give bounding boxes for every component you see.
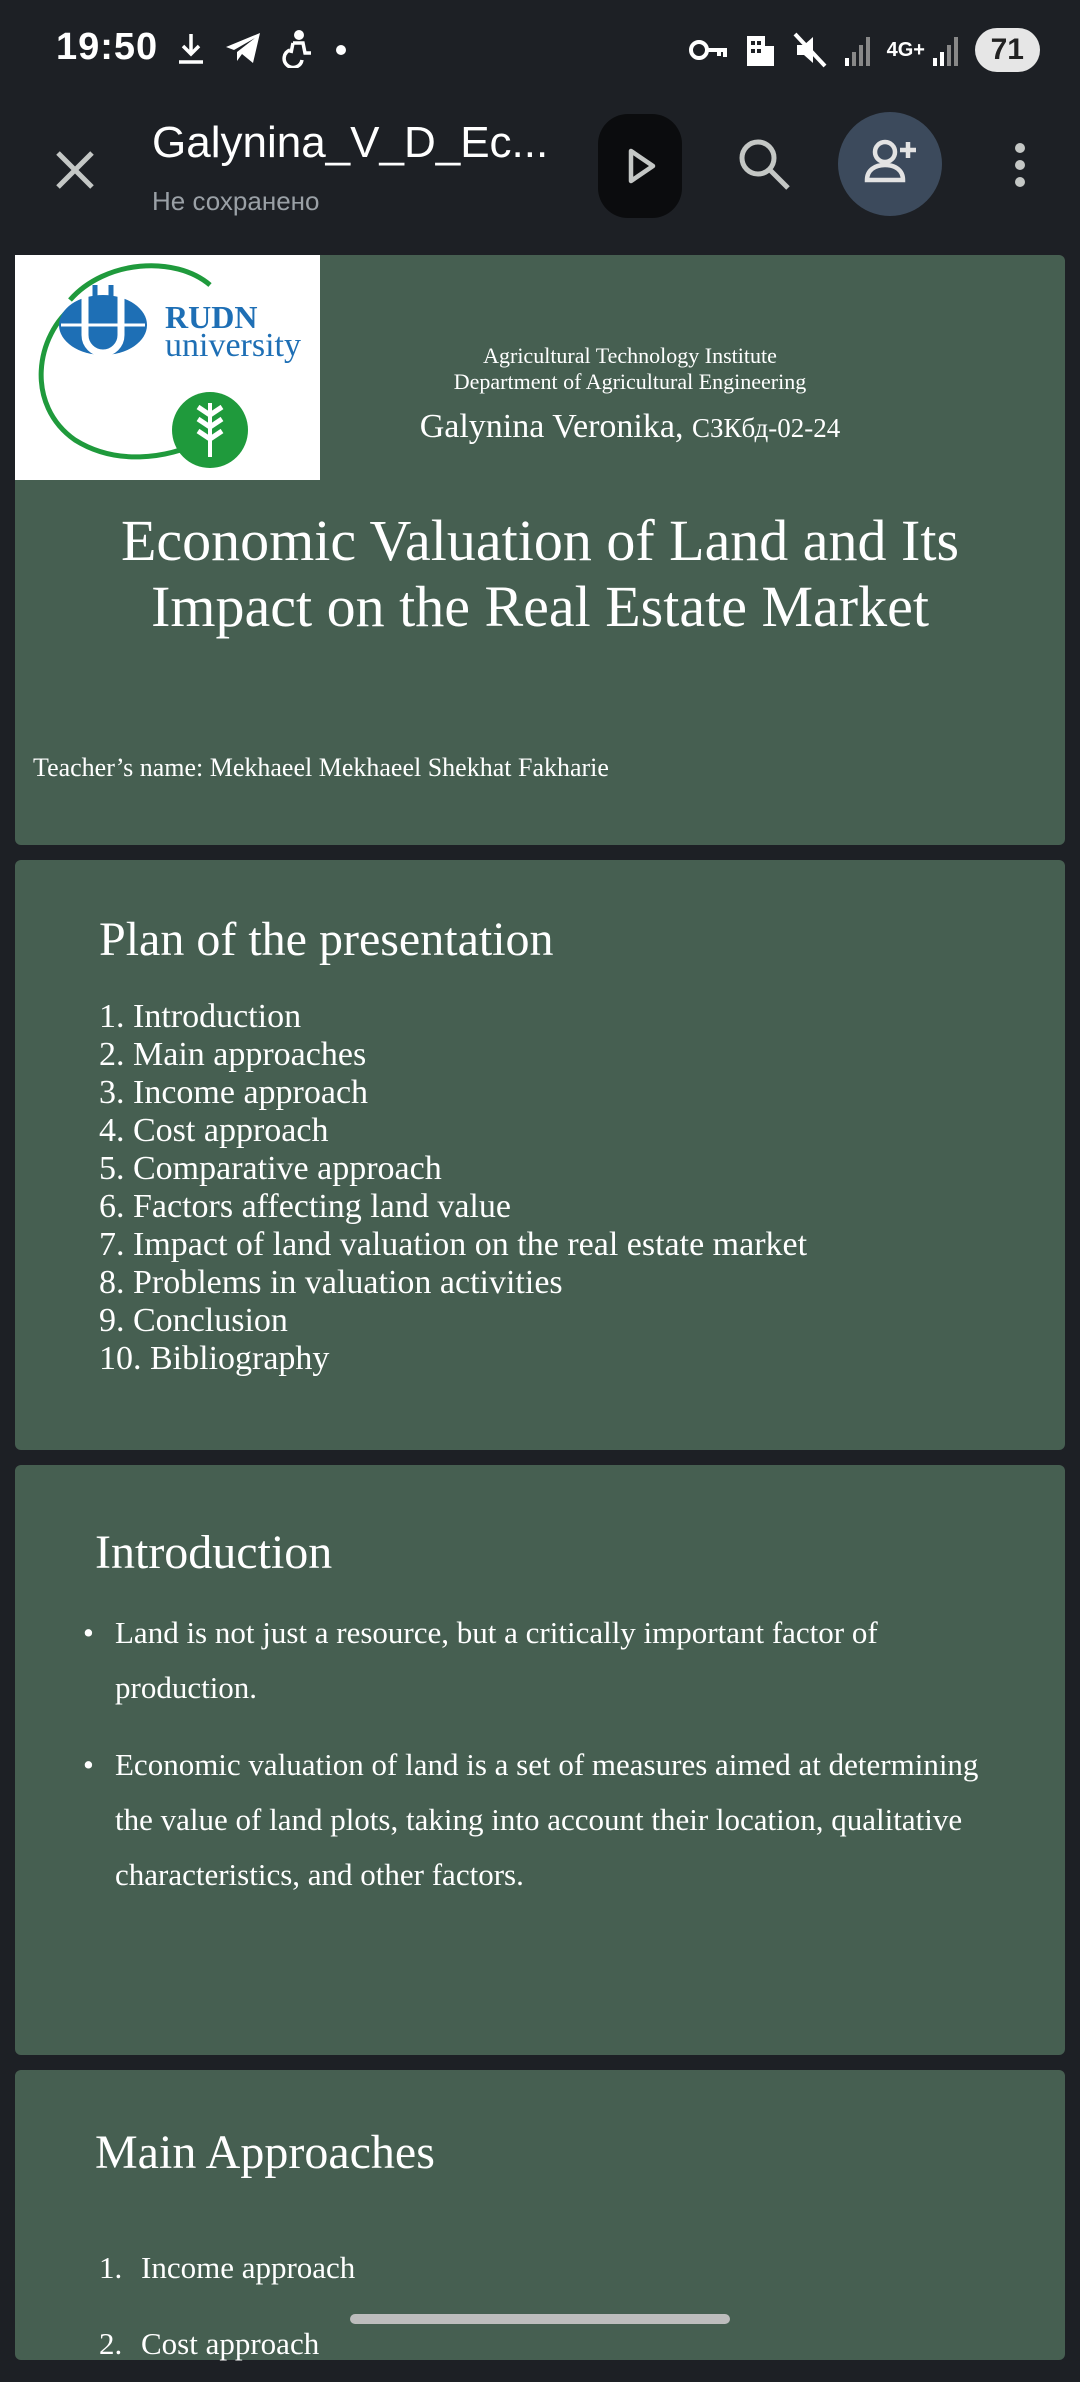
approach-number: 2. (99, 2326, 123, 2361)
play-icon (598, 114, 682, 218)
author-line (315, 408, 945, 446)
rudn-emblem-icon (15, 255, 320, 480)
bullet-text: Land is not just a resource, but a critically important factor of production. (115, 1615, 878, 1705)
accessibility-icon (279, 28, 315, 68)
system-icons (687, 28, 1040, 72)
plan-heading: Plan of the presentation (99, 913, 554, 966)
present-button[interactable] (598, 114, 682, 218)
plan-item: 2. Main approaches (99, 1036, 367, 1073)
teacher-name: Teacher’s name: Mekhaeel Mekhaeel Shekhat Fakharie (33, 753, 609, 782)
intro-bullet (15, 1737, 1015, 1902)
institute-block (315, 343, 945, 395)
department-name: Department of Agricultural Engineering (453, 369, 807, 394)
plan-item: 10. Bibliography (99, 1340, 330, 1377)
save-status: Не сохранено (152, 186, 320, 216)
plan-item: 1. Introduction (99, 998, 302, 1035)
search-icon[interactable] (730, 130, 800, 200)
document-title[interactable]: Galynina_V_D_Ec... (152, 118, 549, 167)
mute-icon (791, 30, 829, 70)
plan-item: 3. Income approach (99, 1074, 369, 1111)
plan-list (99, 998, 859, 1378)
add-person-icon (838, 112, 942, 216)
rudn-logo (15, 255, 320, 480)
plan-item: 6. Factors affecting land value (99, 1188, 511, 1225)
approach-number: 1. (99, 2250, 123, 2285)
approach-label: Cost approach (141, 2326, 320, 2361)
approaches-heading: Main Approaches (95, 2126, 435, 2179)
vpn-key-icon (687, 30, 729, 70)
battery-indicator: 71 (975, 28, 1040, 72)
bullet-icon: • (83, 1615, 94, 1650)
share-button[interactable] (838, 112, 942, 216)
bullet-text: Economic valuation of land is a set of measures aimed at determining the value of land plots, taking into account their location, qualitative characteristics, and other factors. (115, 1747, 979, 1892)
institute-name: Agricultural Technology Institute (483, 343, 777, 368)
signal-icon-2 (931, 30, 961, 70)
intro-heading: Introduction (95, 1526, 333, 1579)
network-type: 4G+ (886, 39, 925, 61)
download-icon (175, 28, 207, 68)
home-indicator[interactable] (350, 2314, 730, 2324)
plan-item: 9. Conclusion (99, 1302, 288, 1339)
slide-plan[interactable] (15, 860, 1065, 1450)
more-vert-icon[interactable] (1000, 130, 1040, 200)
plan-item: 8. Problems in valuation activities (99, 1264, 563, 1301)
logo-text-rudn: RUDN (165, 299, 258, 335)
status-bar (0, 0, 1080, 100)
approach-item (99, 2230, 355, 2306)
app-bar (0, 100, 1080, 250)
slide-introduction[interactable] (15, 1465, 1065, 2055)
signal-icon (843, 30, 873, 70)
plan-item: 4. Cost approach (99, 1112, 329, 1149)
title-line-2: Impact on the Real Estate Market (151, 574, 929, 639)
presentation-title (15, 508, 1065, 640)
plan-item: 7. Impact of land valuation on the real estate market (99, 1226, 808, 1263)
telegram-icon (223, 28, 263, 68)
dot-icon (331, 28, 351, 68)
intro-bullets (15, 1605, 1015, 1924)
intro-bullet (15, 1605, 1015, 1715)
close-icon[interactable] (40, 135, 110, 205)
status-time: 19:50 (56, 26, 159, 68)
notification-icons (175, 28, 351, 68)
logo-text-university: university (165, 327, 301, 364)
author-group: СЗКбд-02-24 (691, 413, 841, 443)
approaches-list (99, 2230, 355, 2382)
approach-item (99, 2306, 355, 2382)
building-icon (743, 30, 777, 70)
bullet-icon: • (83, 1747, 94, 1782)
plan-item: 5. Comparative approach (99, 1150, 442, 1187)
approach-label: Income approach (141, 2250, 356, 2285)
title-line-1: Economic Valuation of Land and Its (120, 508, 960, 573)
author-name: Galynina Veronika, (419, 408, 684, 445)
slide-title[interactable] (15, 255, 1065, 845)
